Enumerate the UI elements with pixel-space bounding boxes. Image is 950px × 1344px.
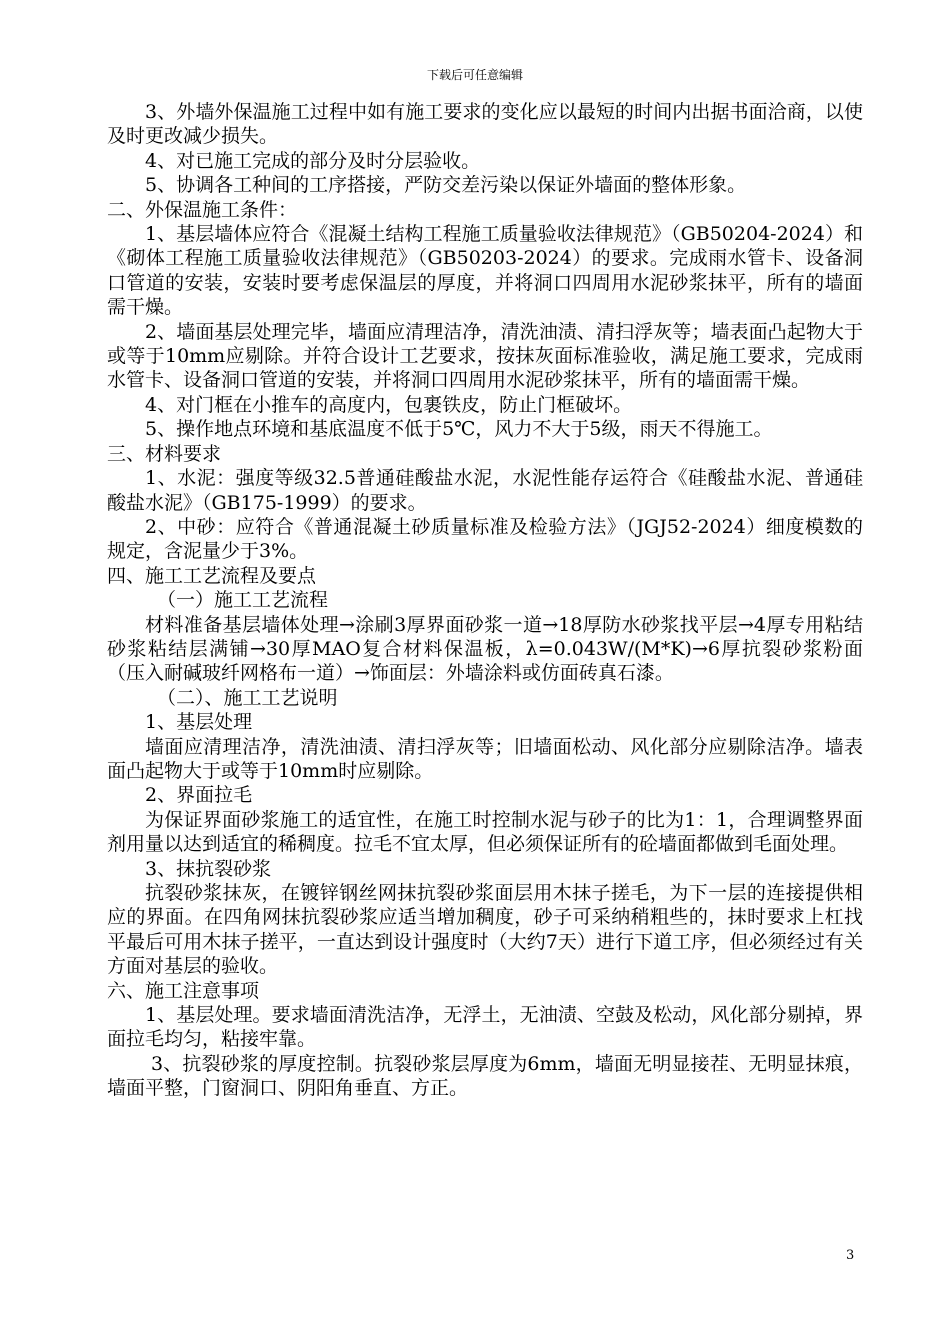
paragraph: 5、操作地点环境和基底温度不低于5℃，风力不大于5级，雨天不得施工。 [145,418,773,441]
section-heading: 三、材料要求 [107,442,222,465]
paragraph: 2、墙面基层处理完毕，墙面应清理洁净，清洗油渍、清扫浮灰等；墙表面凸起物大于或等于10mm应剔除。并符合设计工艺要求，按抹灰面标准验收，满足施工要求，完成雨水管卡、设备洞口管道的安装，并将洞口四周用水泥砂浆抹平，所有的墙面需干燥。 [107,320,863,392]
paragraph: 为保证界面砂浆施工的适宜性，在施工时控制水泥与砂子的比为1：1，合理调整界面剂用量以达到适宜的稀稠度。拉毛不宜太厚，但必须保证所有的砼墙面都做到毛面处理。 [107,808,863,856]
item-heading: 3、抹抗裂砂浆 [145,857,272,880]
page-header: 下载后可任意编辑 [426,68,523,82]
item-heading: 1、基层处理 [145,711,253,734]
paragraph: 1、基层处理。要求墙面清洗洁净，无浮土，无油渍、空鼓及松动，风化部分剔掉，界面拉毛均匀，粘接牢靠。 [107,1004,863,1051]
subsection-heading: （二）、施工工艺说明 [157,686,338,709]
paragraph: 2、中砂：应符合《普通混凝土砂质量标准及检验方法》（JGJ52-2024）细度模数的规定，含泥量少于3%。 [107,515,863,563]
paragraph: 墙面应清理洁净，清洗油渍、清扫浮灰等；旧墙面松动、风化部分应剔除洁净。墙表面凸起物大于或等于10mm时应剔除。 [107,735,863,782]
section-heading: 四、施工工艺流程及要点 [107,564,317,587]
paragraph: 5、协调各工种间的工序搭接，严防交差污染以保证外墙面的整体形象。 [145,174,747,197]
paragraph: 1、基层墙体应符合《混凝土结构工程施工质量验收法律规范》（GB50204-2024）和《砌体工程施工质量验收法律规范》（GB50203-2024）的要求。完成雨水管卡、设备洞口管道的安装，安装时要考虑保温层的厚度，并将洞口四周用水泥砂浆抹平，所有的墙面需干燥。 [107,223,863,319]
paragraph: 3、抗裂砂浆的厚度控制。抗裂砂浆层厚度为6mm，墙面无明显接茬、无明显抹痕，墙面平整，门窗洞口、阴阳角垂直、方正。 [107,1052,863,1100]
subsection-heading: （一）施工工艺流程 [157,589,329,612]
section-heading: 二、外保温施工条件： [107,198,298,221]
document-body [107,100,863,1101]
paragraph: 4、对已施工完成的部分及时分层验收。 [145,149,481,172]
paragraph: 1、水泥：强度等级32.5普通硅酸盐水泥，水泥性能存运符合《硅酸盐水泥、普通硅酸盐水泥》（GB175-1999）的要求。 [107,467,863,514]
section-heading: 六、施工注意事项 [107,979,260,1002]
item-heading: 2、界面拉毛 [145,784,253,807]
paragraph: 材料准备基层墙体处理→涂刷3厚界面砂浆一道→18厚防水砂浆找平层→4厚专用粘结砂浆粘结层满铺→30厚MAO复合材料保温板，λ=0.043W/(M*K)→6厚抗裂砂浆粉面（压入耐碱玻纤网格布一道）→饰面层：外墙涂料或仿面砖真石漆。 [107,613,863,685]
paragraph: 抗裂砂浆抹灰，在镀锌钢丝网抹抗裂砂浆面层用木抹子搓毛，为下一层的连接提供相应的界面。在四角网抹抗裂砂浆应适当增加稠度，砂子可采纳稍粗些的，抹时要求上杠找平最后可用木抹子搓平，一直达到设计强度时（大约7天）进行下道工序，但必须经过有关方面对基层的验收。 [107,882,863,978]
paragraph: 3、外墙外保温施工过程中如有施工要求的变化应以最短的时间内出据书面洽商，以使及时更改减少损失。 [107,101,863,148]
paragraph: 4、对门框在小推车的高度内，包裹铁皮，防止门框破坏。 [145,393,633,416]
page-number: 3 [846,1248,855,1263]
